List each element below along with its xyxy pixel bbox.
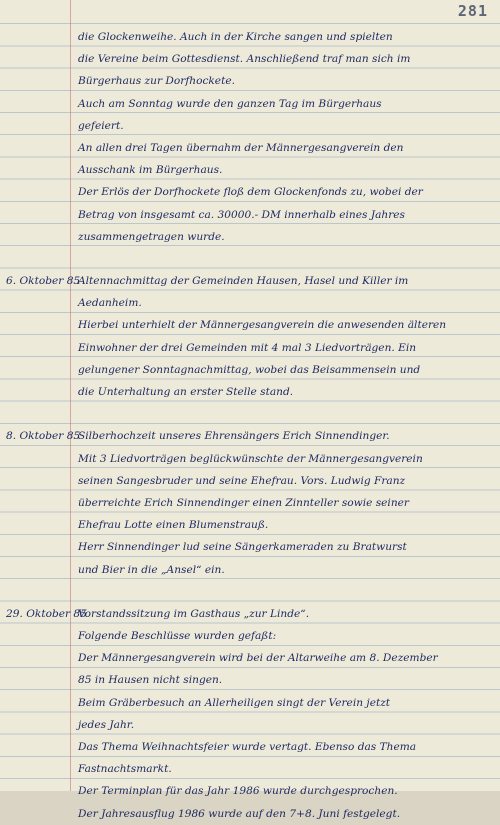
entry-date: 6. Oktober 85 xyxy=(6,275,81,288)
text-line: Folgende Beschlüsse wurden gefaßt: xyxy=(78,630,277,643)
text-line: jedes Jahr. xyxy=(78,718,135,731)
text-line: die Unterhaltung an erster Stelle stand. xyxy=(78,386,294,398)
text-line: überreichte Erich Sinnendinger einen Zinnteller sowie seiner xyxy=(78,496,409,509)
text-line: Fastnachtsmarkt. xyxy=(78,763,172,776)
text-line: Aedanheim. xyxy=(78,297,142,310)
text-line: Hierbei unterhielt der Männergesangverein die anwesenden älteren xyxy=(78,319,447,332)
text-line: Auch am Sonntag wurde den ganzen Tag im Bürgerhaus xyxy=(78,97,382,110)
journal-entry xyxy=(0,603,500,825)
text-line: Bürgerhaus zur Dorfhockete. xyxy=(78,75,235,88)
text-line: und Bier in die „Ansel“ ein. xyxy=(78,563,225,576)
journal-entries xyxy=(0,26,500,825)
text-line: 85 in Hausen nicht singen. xyxy=(78,674,223,687)
text-line: Der Männergesangverein wird bei der Altarweihe am 8. Dezember xyxy=(78,652,438,665)
entry-date: 8. Oktober 85 xyxy=(6,430,81,443)
text-line: die Vereine beim Gottesdienst. Anschließend traf man sich im xyxy=(78,53,411,66)
page-number: 281 xyxy=(457,2,488,20)
text-line: Silberhochzeit unseres Ehrensängers Erich Sinnendinger. xyxy=(78,430,390,443)
text-line: Vorstandssitzung im Gasthaus „zur Linde“. xyxy=(78,607,310,620)
entry-date: 29. Oktober 85 xyxy=(6,607,87,620)
text-line: Mit 3 Liedvorträgen beglückwünschte der Männergesangverein xyxy=(78,452,423,465)
blank-line xyxy=(0,248,500,270)
text-line: zusammengetragen wurde. xyxy=(78,230,225,243)
text-line: Altennachmittag der Gemeinden Hausen, Hasel und Killer im xyxy=(78,275,409,288)
text-line: gelungener Sonntagnachmittag, wobei das Beisammensein und xyxy=(78,363,421,376)
text-line: Der Erlös der Dorfhockete floß dem Glockenfonds zu, wobei der xyxy=(78,186,423,199)
text-line: Herr Sinnendinger lud seine Sängerkameraden zu Bratwurst xyxy=(78,541,407,554)
text-line: Beim Gräberbesuch an Allerheiligen singt der Verein jetzt xyxy=(78,696,391,709)
text-line: Einwohner der drei Gemeinden mit 4 mal 3 Liedvorträgen. Ein xyxy=(78,341,417,354)
text-line: seinen Sangesbruder und seine Ehefrau. Vors. Ludwig Franz xyxy=(78,474,406,487)
journal-entry xyxy=(0,270,500,403)
journal-entry xyxy=(0,26,500,248)
text-line: Ausschank im Bürgerhaus. xyxy=(78,164,223,177)
blank-line xyxy=(0,581,500,603)
text-line: die Glockenweihe. Auch in der Kirche sangen und spielten xyxy=(78,31,393,43)
blank-line xyxy=(0,403,500,425)
text-line: Ehefrau Lotte einen Blumenstrauß. xyxy=(78,519,269,532)
text-line: Der Jahresausflug 1986 wurde auf den 7+8. Juni festgelegt. xyxy=(78,807,401,820)
text-line: Der Terminplan für das Jahr 1986 wurde durchgesprochen. xyxy=(78,785,398,798)
text-line: gefeiert. xyxy=(78,119,124,132)
journal-entry xyxy=(0,425,500,580)
text-line: Das Thema Weihnachtsfeier wurde vertagt. Ebenso das Thema xyxy=(78,741,417,753)
text-line: An allen drei Tagen übernahm der Männergesangverein den xyxy=(78,141,404,154)
text-line: Betrag von insgesamt ca. 30000.- DM innerhalb eines Jahres xyxy=(78,208,405,221)
